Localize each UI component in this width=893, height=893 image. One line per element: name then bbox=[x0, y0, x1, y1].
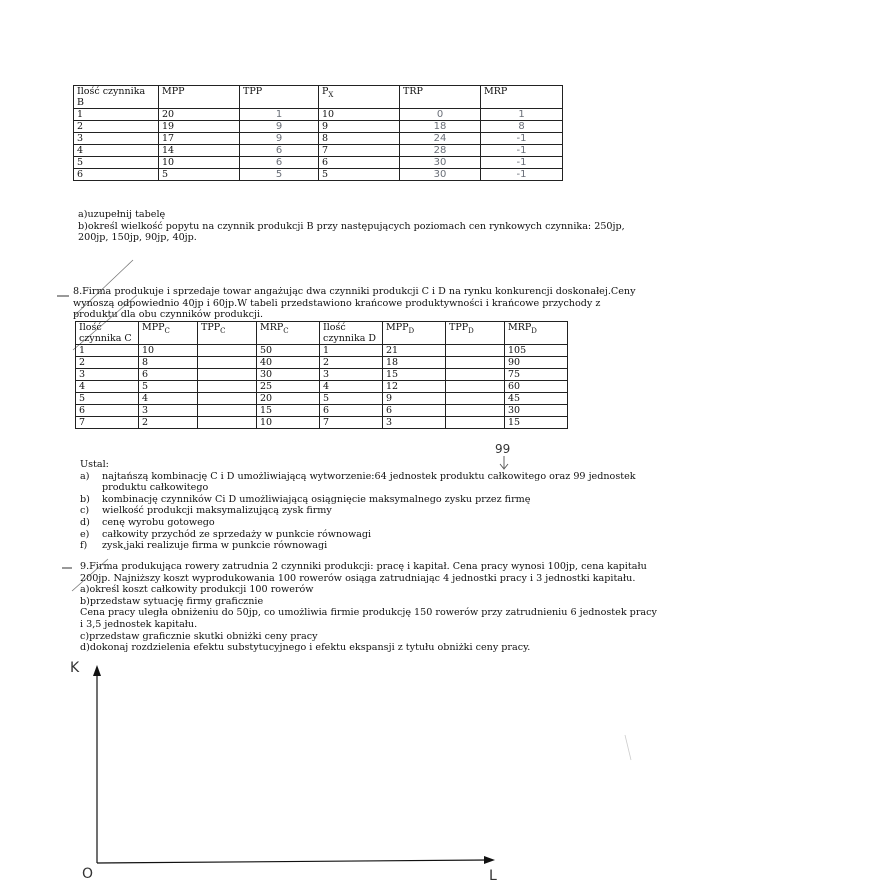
col-header-sub: D bbox=[408, 326, 415, 335]
task8-line3: produktu dla obu czynników produkcji. bbox=[73, 309, 264, 321]
table-cell bbox=[198, 393, 257, 405]
col-header: TRP bbox=[400, 86, 481, 109]
table-row bbox=[74, 169, 563, 181]
col-header bbox=[383, 322, 446, 345]
table-cell: 10 bbox=[159, 157, 240, 169]
task7-b-line2: 200jp, 150jp, 90jp, 40jp. bbox=[78, 232, 197, 244]
table-cell bbox=[446, 393, 505, 405]
col-header: TPP bbox=[240, 86, 319, 109]
table-cell: 5 bbox=[139, 381, 198, 393]
question-item-continued: produktu całkowitego bbox=[102, 482, 209, 494]
table-cell: 90 bbox=[505, 357, 568, 369]
question-text: zysk,jaki realizuje firma w punkcie równowagi bbox=[102, 540, 328, 552]
table-cell: 45 bbox=[505, 393, 568, 405]
table-cell: 0 bbox=[400, 109, 481, 121]
table-cell bbox=[198, 405, 257, 417]
table-cell: 28 bbox=[400, 145, 481, 157]
question-item bbox=[80, 471, 636, 483]
col-header bbox=[139, 322, 198, 345]
table-cell bbox=[198, 381, 257, 393]
table-cell: 6 bbox=[383, 405, 446, 417]
table-cell: 5 bbox=[319, 169, 400, 181]
table-cell: 30 bbox=[400, 169, 481, 181]
table-cell: 40 bbox=[257, 357, 320, 369]
table-cell: 2 bbox=[74, 121, 159, 133]
table-cell: 30 bbox=[400, 157, 481, 169]
col-header-label: MRP bbox=[508, 322, 532, 333]
question-text: najtańszą kombinację C i D umożliwiającą wytworzenie:64 jednostek produktu całkowitego oraz 99 jednostek bbox=[102, 470, 636, 482]
table-cell: 15 bbox=[383, 369, 446, 381]
table-cell: 10 bbox=[319, 109, 400, 121]
table-cell: 5 bbox=[320, 393, 383, 405]
table-cell: 4 bbox=[320, 381, 383, 393]
table-cell: 24 bbox=[400, 133, 481, 145]
table-cell: 5 bbox=[159, 169, 240, 181]
col-header-sub: D bbox=[468, 326, 474, 335]
table-cell bbox=[446, 357, 505, 369]
col-header bbox=[319, 86, 400, 109]
table-row bbox=[74, 121, 563, 133]
table-cell: 9 bbox=[319, 121, 400, 133]
col-header-label: MPP bbox=[142, 322, 165, 333]
table-cell bbox=[446, 345, 505, 357]
col-header-label: Ilość czynnika C bbox=[79, 322, 132, 344]
table-cell: 8 bbox=[319, 133, 400, 145]
table-cell: 4 bbox=[76, 381, 139, 393]
table-cell bbox=[198, 345, 257, 357]
question-text: cenę wyrobu gotowego bbox=[102, 516, 215, 528]
table-cell bbox=[446, 369, 505, 381]
question-text: kombinację czynników Ci D umożliwiającą osiągnięcie maksymalnego zysku przez firmę bbox=[102, 493, 531, 505]
table-cell: 21 bbox=[383, 345, 446, 357]
col-header-label: TPP bbox=[449, 322, 469, 333]
task9-line: b)przedstaw sytuację firmy graficznie bbox=[80, 595, 264, 607]
axis-label-k: K bbox=[70, 660, 80, 676]
question-key: b) bbox=[80, 493, 90, 505]
handwritten-arrow bbox=[498, 455, 512, 471]
table-cell: 12 bbox=[383, 381, 446, 393]
question-key: e) bbox=[80, 528, 90, 540]
col-header-sub: D bbox=[531, 326, 537, 335]
table-cell: 6 bbox=[139, 369, 198, 381]
col-header-sub: C bbox=[220, 326, 226, 335]
table-cell: 6 bbox=[76, 405, 139, 417]
task8-line2: wynoszą odpowiednio 40jp i 60jp.W tabeli przedstawiono krańcowe produktywności i krańcowe przychody z bbox=[73, 297, 601, 309]
table-cell: 6 bbox=[240, 145, 319, 157]
table-cell: 2 bbox=[76, 357, 139, 369]
table-row bbox=[76, 417, 568, 429]
task9-line: Cena pracy uległa obniżeniu do 50jp, co umożliwia firmie produkcję 150 rowerów przy zatrudnieniu 6 jednostek pracy bbox=[80, 607, 657, 619]
question-text: całkowity przychód ze sprzedaży w punkcie równowagi bbox=[102, 528, 372, 540]
table-cell bbox=[198, 357, 257, 369]
ustal-label: Ustal: bbox=[80, 459, 109, 470]
col-header: Ilość czynnika B bbox=[74, 86, 159, 109]
table-cell: 60 bbox=[505, 381, 568, 393]
table-cell: 1 bbox=[240, 109, 319, 121]
table-cell: 2 bbox=[139, 417, 198, 429]
factors-cd-table bbox=[75, 321, 568, 429]
table-cell: 6 bbox=[240, 157, 319, 169]
question-item bbox=[80, 529, 636, 541]
col-header: MRP bbox=[481, 86, 563, 109]
table-cell: 75 bbox=[505, 369, 568, 381]
table-cell: 9 bbox=[240, 121, 319, 133]
table-cell: 50 bbox=[257, 345, 320, 357]
table-cell: 5 bbox=[74, 157, 159, 169]
col-header bbox=[257, 322, 320, 345]
col-header-label: TPP bbox=[201, 322, 221, 333]
px-sub: X bbox=[328, 90, 334, 99]
question-key: f) bbox=[80, 540, 88, 552]
table-row bbox=[74, 133, 563, 145]
task7-b-line1: b)określ wielkość popytu na czynnik produkcji B przy następujących poziomach cen rynkowych czynnika: 250jp, bbox=[78, 220, 625, 232]
table-cell: 25 bbox=[257, 381, 320, 393]
table-cell: 18 bbox=[383, 357, 446, 369]
table-cell: -1 bbox=[481, 133, 563, 145]
table-cell bbox=[198, 369, 257, 381]
table-cell: 5 bbox=[240, 169, 319, 181]
handwritten-99: 99 bbox=[495, 442, 511, 456]
px-label: P bbox=[322, 86, 329, 97]
table-cell: 7 bbox=[319, 145, 400, 157]
question-item bbox=[80, 540, 636, 552]
task9-line: 9.Firma produkująca rowery zatrudnia 2 czynniki produkcji: pracę i kapitał. Cena pracy wynosi 100jp, cena kapitału bbox=[80, 561, 647, 572]
task9-line: a)określ koszt całkowity produkcji 100 rowerów bbox=[80, 584, 314, 596]
table-cell: 20 bbox=[257, 393, 320, 405]
task9-block bbox=[80, 561, 657, 654]
table-header-row bbox=[76, 322, 568, 345]
table-cell: 17 bbox=[159, 133, 240, 145]
table-cell bbox=[446, 405, 505, 417]
table-cell: 10 bbox=[257, 417, 320, 429]
col-header-label: MRP bbox=[260, 322, 284, 333]
col-header bbox=[320, 322, 383, 345]
table-cell: 105 bbox=[505, 345, 568, 357]
table-cell: 7 bbox=[320, 417, 383, 429]
task9-line: 200jp. Najniższy koszt wyprodukowania 100 rowerów osiąga zatrudniając 4 jednostki pracy i 3 jednostki kapitału. bbox=[80, 572, 636, 584]
table-cell: 7 bbox=[76, 417, 139, 429]
table-row bbox=[74, 157, 563, 169]
table-cell: 1 bbox=[481, 109, 563, 121]
col-header-sub: C bbox=[283, 326, 289, 335]
table-cell: 4 bbox=[139, 393, 198, 405]
table-cell: 19 bbox=[159, 121, 240, 133]
table-cell bbox=[446, 381, 505, 393]
col-header bbox=[198, 322, 257, 345]
table-cell: 9 bbox=[240, 133, 319, 145]
table-cell: 14 bbox=[159, 145, 240, 157]
table-cell: 3 bbox=[383, 417, 446, 429]
col-header-sub: C bbox=[164, 326, 170, 335]
table-cell: 9 bbox=[383, 393, 446, 405]
task7-block bbox=[78, 209, 625, 244]
table-cell: 5 bbox=[76, 393, 139, 405]
task7-a: a)uzupełnij tabelę bbox=[78, 209, 166, 220]
table-row bbox=[76, 369, 568, 381]
table-row bbox=[76, 405, 568, 417]
table-cell bbox=[198, 417, 257, 429]
table-cell: 30 bbox=[257, 369, 320, 381]
table-cell: 18 bbox=[400, 121, 481, 133]
table-cell: 10 bbox=[139, 345, 198, 357]
table-row bbox=[76, 381, 568, 393]
question-key: d) bbox=[80, 516, 90, 528]
table-cell: 1 bbox=[320, 345, 383, 357]
table-cell: -1 bbox=[481, 145, 563, 157]
col-header bbox=[505, 322, 568, 345]
task8-questions bbox=[80, 459, 636, 552]
question-text: wielkość produkcji maksymalizującą zysk firmy bbox=[102, 505, 332, 517]
table-cell: 30 bbox=[505, 405, 568, 417]
question-key: c) bbox=[80, 505, 90, 517]
col-header bbox=[76, 322, 139, 345]
task9-line: i 3,5 jednostek kapitału. bbox=[80, 618, 198, 630]
col-header: MPP bbox=[159, 86, 240, 109]
task9-line: c)przedstaw graficznie skutki obniżki ceny pracy bbox=[80, 630, 318, 642]
table-cell: 4 bbox=[74, 145, 159, 157]
table-cell: 1 bbox=[76, 345, 139, 357]
question-item bbox=[80, 517, 636, 529]
table-cell bbox=[446, 417, 505, 429]
origin-label: O bbox=[82, 866, 94, 882]
task9-line: d)dokonaj rozdzielenia efektu substytucyjnego i efektu ekspansji z tytułu obniżki ceny pracy. bbox=[80, 642, 531, 654]
table-cell: 3 bbox=[320, 369, 383, 381]
col-header-label: MPP bbox=[386, 322, 409, 333]
task8-line1: 8.Firma produkuje i sprzedaje towar angażując dwa czynniki produkcji C i D na rynku konkurencji doskonałej.Ceny bbox=[73, 286, 636, 297]
table-cell: 3 bbox=[76, 369, 139, 381]
question-key: a) bbox=[80, 470, 90, 482]
axis-label-l: L bbox=[489, 868, 497, 884]
table-cell: 6 bbox=[319, 157, 400, 169]
table-row bbox=[76, 393, 568, 405]
question-item bbox=[80, 494, 636, 506]
col-header bbox=[446, 322, 505, 345]
table-cell: 1 bbox=[74, 109, 159, 121]
table-row bbox=[74, 109, 563, 121]
table-row bbox=[74, 145, 563, 157]
factor-b-table bbox=[73, 85, 563, 181]
table-cell: 15 bbox=[257, 405, 320, 417]
table-cell: 20 bbox=[159, 109, 240, 121]
table-cell: 8 bbox=[481, 121, 563, 133]
table-cell: 6 bbox=[320, 405, 383, 417]
table-row bbox=[76, 357, 568, 369]
table-cell: 2 bbox=[320, 357, 383, 369]
table-row bbox=[76, 345, 568, 357]
table-cell: 15 bbox=[505, 417, 568, 429]
table-cell: -1 bbox=[481, 157, 563, 169]
table-cell: 3 bbox=[74, 133, 159, 145]
table-cell: -1 bbox=[481, 169, 563, 181]
pen-strike-lines-2 bbox=[60, 555, 120, 595]
table-header-row bbox=[74, 86, 563, 109]
question-item bbox=[80, 505, 636, 517]
table-cell: 8 bbox=[139, 357, 198, 369]
col-header-label: Ilość czynnika D bbox=[323, 322, 377, 344]
table-cell: 6 bbox=[74, 169, 159, 181]
table-cell: 3 bbox=[139, 405, 198, 417]
task8-intro bbox=[73, 286, 636, 321]
